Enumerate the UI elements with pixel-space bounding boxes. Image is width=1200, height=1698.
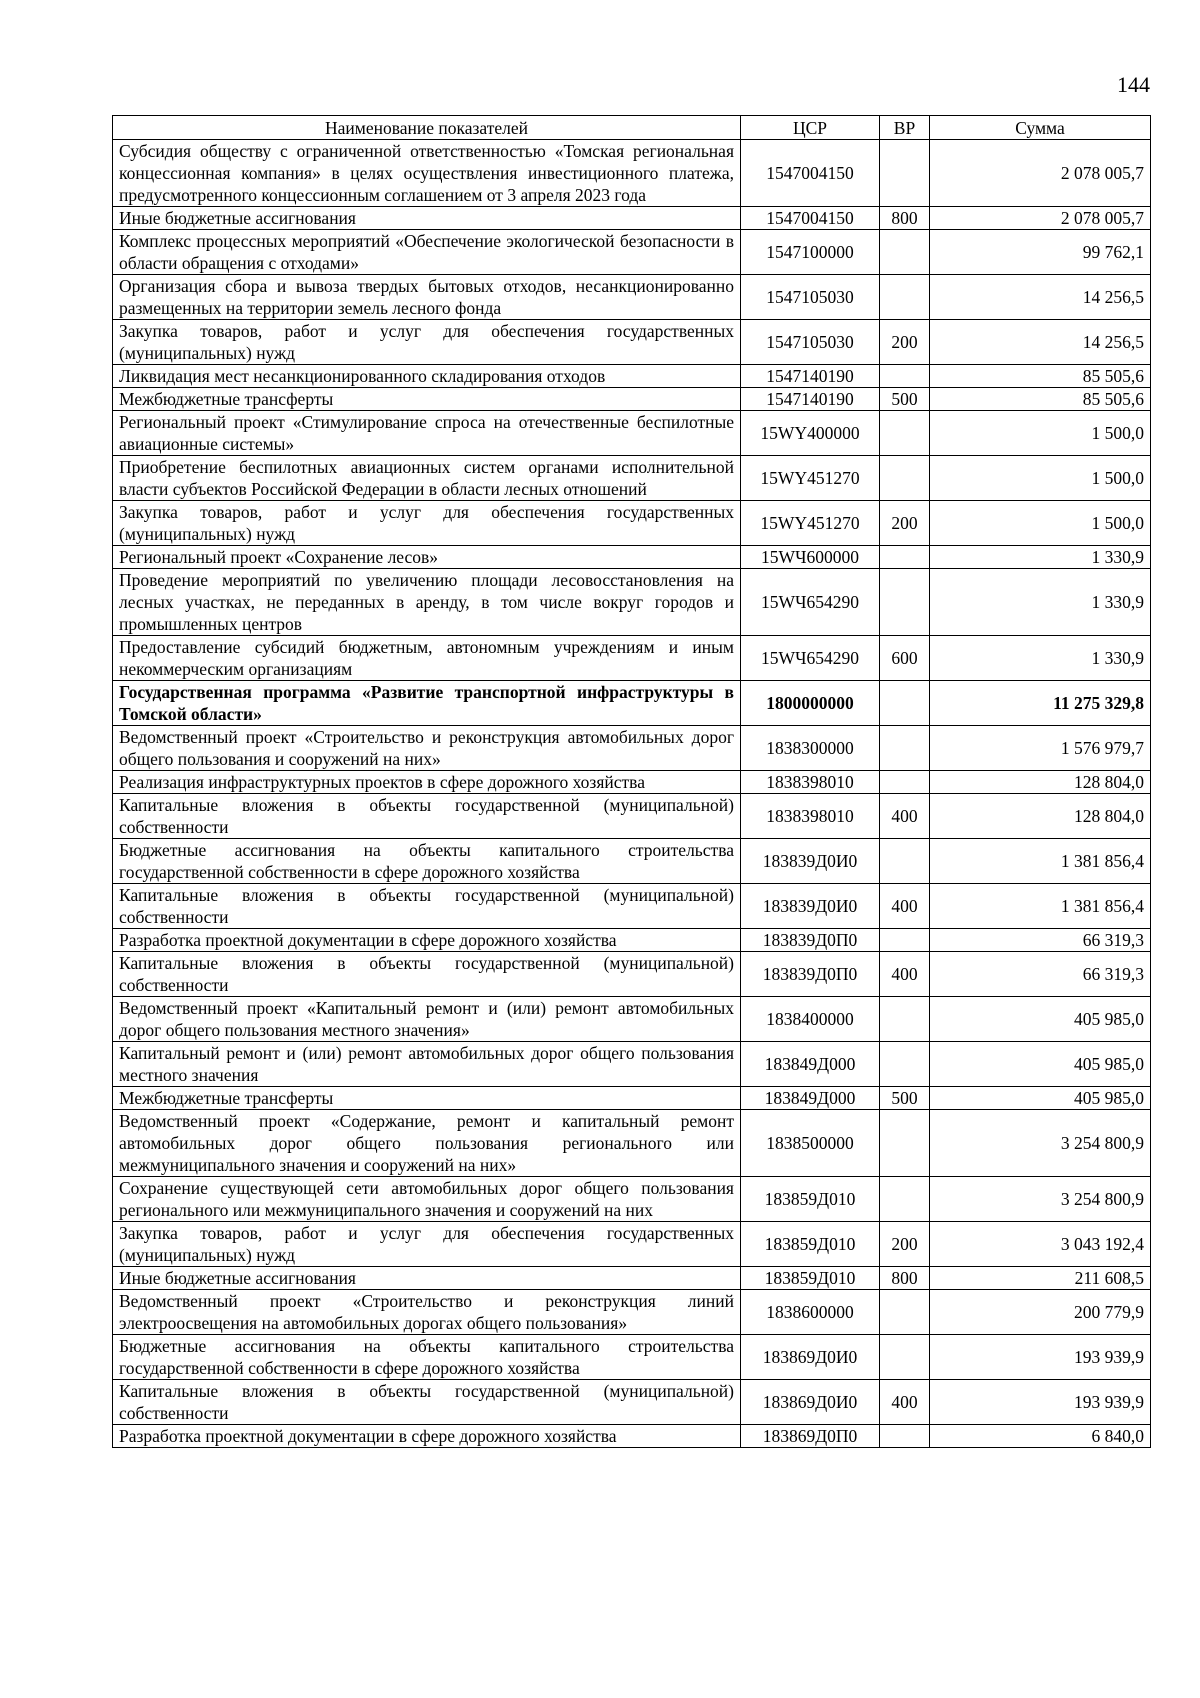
- row-sum-cell: 85 505,6: [930, 365, 1151, 388]
- row-csr-cell: 1547140190: [741, 365, 880, 388]
- row-name-cell: Организация сбора и вывоза твердых бытовых отходов, несанкционированно размещенных на территории земель лесного фонда: [113, 275, 741, 320]
- row-csr-cell: 15WY400000: [741, 411, 880, 456]
- table-row: [113, 636, 1151, 681]
- row-sum-cell: 405 985,0: [930, 1042, 1151, 1087]
- table-row: [113, 140, 1151, 207]
- row-name-cell: Иные бюджетные ассигнования: [113, 207, 741, 230]
- row-name-cell: Реализация инфраструктурных проектов в сфере дорожного хозяйства: [113, 771, 741, 794]
- row-csr-cell: 183859Д010: [741, 1222, 880, 1267]
- row-name-cell: Комплекс процессных мероприятий «Обеспечение экологической безопасности в области обращения с отходами»: [113, 230, 741, 275]
- row-sum-cell: 66 319,3: [930, 929, 1151, 952]
- row-csr-cell: 1838400000: [741, 997, 880, 1042]
- row-vr-cell: [880, 1042, 930, 1087]
- table-row: [113, 1177, 1151, 1222]
- row-csr-cell: 183869Д0П0: [741, 1425, 880, 1448]
- row-vr-cell: 800: [880, 207, 930, 230]
- table-row: [113, 456, 1151, 501]
- row-csr-cell: 15WY451270: [741, 456, 880, 501]
- table-row: [113, 1222, 1151, 1267]
- row-csr-cell: 1547004150: [741, 207, 880, 230]
- row-csr-cell: 1547100000: [741, 230, 880, 275]
- row-sum-cell: 11 275 329,8: [930, 681, 1151, 726]
- row-name-cell: Разработка проектной документации в сфере дорожного хозяйства: [113, 1425, 741, 1448]
- budget-table: [112, 115, 1151, 1448]
- row-vr-cell: 400: [880, 952, 930, 997]
- row-vr-cell: 500: [880, 388, 930, 411]
- header-sum: Сумма: [930, 116, 1151, 140]
- header-name: Наименование показателей: [113, 116, 741, 140]
- row-vr-cell: 200: [880, 320, 930, 365]
- row-sum-cell: 1 500,0: [930, 456, 1151, 501]
- row-vr-cell: [880, 726, 930, 771]
- row-sum-cell: 405 985,0: [930, 997, 1151, 1042]
- row-vr-cell: [880, 1290, 930, 1335]
- row-sum-cell: 1 330,9: [930, 569, 1151, 636]
- row-sum-cell: 405 985,0: [930, 1087, 1151, 1110]
- row-csr-cell: 183869Д0И0: [741, 1380, 880, 1425]
- row-vr-cell: [880, 997, 930, 1042]
- row-csr-cell: 183839Д0П0: [741, 929, 880, 952]
- row-name-cell: Закупка товаров, работ и услуг для обеспечения государственных (муниципальных) нужд: [113, 501, 741, 546]
- row-csr-cell: 183869Д0И0: [741, 1335, 880, 1380]
- row-csr-cell: 1838300000: [741, 726, 880, 771]
- row-csr-cell: 15WЧ654290: [741, 569, 880, 636]
- row-sum-cell: 3 254 800,9: [930, 1110, 1151, 1177]
- row-name-cell: Капитальные вложения в объекты государственной (муниципальной) собственности: [113, 884, 741, 929]
- row-sum-cell: 128 804,0: [930, 771, 1151, 794]
- row-vr-cell: 200: [880, 1222, 930, 1267]
- row-name-cell: Бюджетные ассигнования на объекты капитального строительства государственной собственности в сфере дорожного хозяйства: [113, 1335, 741, 1380]
- row-sum-cell: 193 939,9: [930, 1380, 1151, 1425]
- table-row: [113, 1042, 1151, 1087]
- row-vr-cell: [880, 1177, 930, 1222]
- row-vr-cell: [880, 456, 930, 501]
- row-sum-cell: 2 078 005,7: [930, 140, 1151, 207]
- row-csr-cell: 15WЧ600000: [741, 546, 880, 569]
- row-vr-cell: [880, 411, 930, 456]
- table-row: [113, 501, 1151, 546]
- table-row: [113, 1267, 1151, 1290]
- table-row: [113, 681, 1151, 726]
- table-row: [113, 997, 1151, 1042]
- table-row: [113, 952, 1151, 997]
- table-row: [113, 275, 1151, 320]
- row-vr-cell: 800: [880, 1267, 930, 1290]
- row-vr-cell: [880, 230, 930, 275]
- table-row: [113, 207, 1151, 230]
- row-name-cell: Сохранение существующей сети автомобильных дорог общего пользования регионального или межмуниципального значения и сооружений на них: [113, 1177, 741, 1222]
- row-sum-cell: 6 840,0: [930, 1425, 1151, 1448]
- row-csr-cell: 15WЧ654290: [741, 636, 880, 681]
- table-row: [113, 771, 1151, 794]
- row-vr-cell: [880, 546, 930, 569]
- row-csr-cell: 1800000000: [741, 681, 880, 726]
- row-sum-cell: 85 505,6: [930, 388, 1151, 411]
- row-name-cell: Закупка товаров, работ и услуг для обеспечения государственных (муниципальных) нужд: [113, 320, 741, 365]
- row-sum-cell: 193 939,9: [930, 1335, 1151, 1380]
- row-vr-cell: [880, 1425, 930, 1448]
- row-sum-cell: 1 330,9: [930, 546, 1151, 569]
- row-sum-cell: 1 576 979,7: [930, 726, 1151, 771]
- row-csr-cell: 183859Д010: [741, 1267, 880, 1290]
- row-csr-cell: 183849Д000: [741, 1042, 880, 1087]
- table-row: [113, 1380, 1151, 1425]
- row-name-cell: Приобретение беспилотных авиационных систем органами исполнительной власти субъектов Российской Федерации в области лесных отношений: [113, 456, 741, 501]
- row-vr-cell: [880, 140, 930, 207]
- row-name-cell: Закупка товаров, работ и услуг для обеспечения государственных (муниципальных) нужд: [113, 1222, 741, 1267]
- row-name-cell: Региональный проект «Стимулирование спроса на отечественные беспилотные авиационные системы»: [113, 411, 741, 456]
- page-number: 144: [1117, 72, 1150, 97]
- row-sum-cell: 1 381 856,4: [930, 884, 1151, 929]
- table-row: [113, 569, 1151, 636]
- row-vr-cell: [880, 275, 930, 320]
- row-sum-cell: 14 256,5: [930, 275, 1151, 320]
- row-csr-cell: 183859Д010: [741, 1177, 880, 1222]
- row-csr-cell: 1547004150: [741, 140, 880, 207]
- row-name-cell: Капитальный ремонт и (или) ремонт автомобильных дорог общего пользования местного значения: [113, 1042, 741, 1087]
- row-vr-cell: [880, 839, 930, 884]
- row-csr-cell: 183839Д0И0: [741, 884, 880, 929]
- row-csr-cell: 15WY451270: [741, 501, 880, 546]
- table-row: [113, 388, 1151, 411]
- row-sum-cell: 200 779,9: [930, 1290, 1151, 1335]
- table-row: [113, 1087, 1151, 1110]
- row-vr-cell: [880, 771, 930, 794]
- row-csr-cell: 1547140190: [741, 388, 880, 411]
- row-vr-cell: 500: [880, 1087, 930, 1110]
- row-name-cell: Иные бюджетные ассигнования: [113, 1267, 741, 1290]
- row-vr-cell: [880, 1335, 930, 1380]
- row-sum-cell: 99 762,1: [930, 230, 1151, 275]
- row-name-cell: Ведомственный проект «Капитальный ремонт и (или) ремонт автомобильных дорог общего пользования местного значения»: [113, 997, 741, 1042]
- row-csr-cell: 1547105030: [741, 275, 880, 320]
- row-vr-cell: 400: [880, 884, 930, 929]
- table-row: [113, 1290, 1151, 1335]
- row-sum-cell: 14 256,5: [930, 320, 1151, 365]
- row-name-cell: Региональный проект «Сохранение лесов»: [113, 546, 741, 569]
- row-name-cell: Разработка проектной документации в сфере дорожного хозяйства: [113, 929, 741, 952]
- table-row: [113, 726, 1151, 771]
- header-csr: ЦСР: [741, 116, 880, 140]
- row-vr-cell: 400: [880, 794, 930, 839]
- row-name-cell: Проведение мероприятий по увеличению площади лесовосстановления на лесных участках, не переданных в аренду, в том числе вокруг городов и промышленных центров: [113, 569, 741, 636]
- table-row: [113, 884, 1151, 929]
- row-name-cell: Предоставление субсидий бюджетным, автономным учреждениям и иным некоммерческим организациям: [113, 636, 741, 681]
- row-csr-cell: 1838398010: [741, 771, 880, 794]
- table-row: [113, 1335, 1151, 1380]
- table-row: [113, 411, 1151, 456]
- row-sum-cell: 128 804,0: [930, 794, 1151, 839]
- row-sum-cell: 3 043 192,4: [930, 1222, 1151, 1267]
- row-sum-cell: 1 500,0: [930, 411, 1151, 456]
- row-name-cell: Капитальные вложения в объекты государственной (муниципальной) собственности: [113, 794, 741, 839]
- row-csr-cell: 1838500000: [741, 1110, 880, 1177]
- row-vr-cell: [880, 569, 930, 636]
- row-name-cell: Ведомственный проект «Содержание, ремонт и капитальный ремонт автомобильных дорог общего пользования регионального или межмуниципального значения и сооружений на них»: [113, 1110, 741, 1177]
- table-row: [113, 929, 1151, 952]
- row-vr-cell: 200: [880, 501, 930, 546]
- row-csr-cell: 1547105030: [741, 320, 880, 365]
- row-vr-cell: 600: [880, 636, 930, 681]
- row-sum-cell: 3 254 800,9: [930, 1177, 1151, 1222]
- row-sum-cell: 2 078 005,7: [930, 207, 1151, 230]
- row-sum-cell: 211 608,5: [930, 1267, 1151, 1290]
- row-vr-cell: [880, 1110, 930, 1177]
- row-name-cell: Государственная программа «Развитие транспортной инфраструктуры в Томской области»: [113, 681, 741, 726]
- row-name-cell: Бюджетные ассигнования на объекты капитального строительства государственной собственности в сфере дорожного хозяйства: [113, 839, 741, 884]
- row-csr-cell: 183849Д000: [741, 1087, 880, 1110]
- header-vr: ВР: [880, 116, 930, 140]
- row-name-cell: Субсидия обществу с ограниченной ответственностью «Томская региональная концессионная компания» в целях осуществления инвестиционного платежа, предусмотренного концессионным соглашением от 3 апреля 2023 года: [113, 140, 741, 207]
- row-sum-cell: 66 319,3: [930, 952, 1151, 997]
- table-row: [113, 320, 1151, 365]
- row-name-cell: Ведомственный проект «Строительство и реконструкция автомобильных дорог общего пользования и сооружений на них»: [113, 726, 741, 771]
- row-sum-cell: 1 500,0: [930, 501, 1151, 546]
- row-name-cell: Межбюджетные трансферты: [113, 1087, 741, 1110]
- row-name-cell: Капитальные вложения в объекты государственной (муниципальной) собственности: [113, 1380, 741, 1425]
- row-name-cell: Капитальные вложения в объекты государственной (муниципальной) собственности: [113, 952, 741, 997]
- table-header-row: [113, 116, 1151, 140]
- row-csr-cell: 1838600000: [741, 1290, 880, 1335]
- table-row: [113, 230, 1151, 275]
- row-sum-cell: 1 330,9: [930, 636, 1151, 681]
- row-vr-cell: 400: [880, 1380, 930, 1425]
- row-sum-cell: 1 381 856,4: [930, 839, 1151, 884]
- row-csr-cell: 183839Д0И0: [741, 839, 880, 884]
- row-name-cell: Межбюджетные трансферты: [113, 388, 741, 411]
- row-name-cell: Ликвидация мест несанкционированного складирования отходов: [113, 365, 741, 388]
- row-csr-cell: 183839Д0П0: [741, 952, 880, 997]
- table-row: [113, 1110, 1151, 1177]
- row-name-cell: Ведомственный проект «Строительство и реконструкция линий электроосвещения на автомобильных дорогах общего пользования»: [113, 1290, 741, 1335]
- table-body: [113, 140, 1151, 1448]
- table-row: [113, 546, 1151, 569]
- row-vr-cell: [880, 929, 930, 952]
- row-vr-cell: [880, 681, 930, 726]
- row-csr-cell: 1838398010: [741, 794, 880, 839]
- table-row: [113, 794, 1151, 839]
- row-vr-cell: [880, 365, 930, 388]
- table-row: [113, 839, 1151, 884]
- table-row: [113, 1425, 1151, 1448]
- table-row: [113, 365, 1151, 388]
